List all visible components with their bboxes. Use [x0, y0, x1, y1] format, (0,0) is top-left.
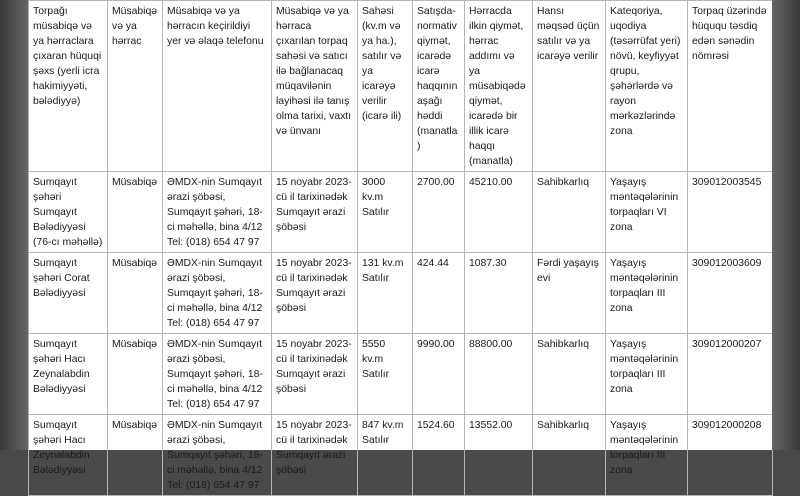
- cell-legal-entity: Sumqayıt şəhəri Corat Bələdiyyəsi: [29, 253, 108, 334]
- header-contest-type: Müsabiqə və ya hərrac: [108, 1, 163, 172]
- cell-area: 3000 kv.m Satılır: [358, 172, 413, 253]
- cell-category: Yaşayış məntəqələrinin torpaqları III zona: [606, 334, 688, 415]
- cell-contest-type: Müsabiqə: [108, 334, 163, 415]
- cell-legal-entity: Sumqayıt şəhəri Sumqayıt Bələdiyyəsi (76-cı məhəllə): [29, 172, 108, 253]
- cell-category: Yaşayış məntəqələrinin torpaqları III zona: [606, 253, 688, 334]
- cell-normative-price: 1524.60: [413, 415, 465, 496]
- header-initial-price: Hərracda ilkin qiymət, hərrac addımı və ya müsabiqədə qiymət, icarədə bir illik icarə haqqı (manatla): [465, 1, 533, 172]
- cell-legal-entity: Sumqayıt şəhəri Hacı Zeynalabdin Bələdiyyəsi: [29, 415, 108, 496]
- cell-venue: ƏMDX-nin Sumqayıt ərazi şöbəsi, Sumqayıt şəhəri, 18-ci məhəllə, bina 4/12 Tel: (018) 654 47 97: [163, 415, 272, 496]
- header-purpose: Hansı məqsəd üçün satılır və ya icarəyə verilir: [533, 1, 606, 172]
- cell-purpose: Sahibkarlıq: [533, 172, 606, 253]
- cell-purpose: Sahibkarlıq: [533, 334, 606, 415]
- header-normative-price: Satışda-normativ qiymət, icarədə icarə haqqının aşağı həddi (manatla): [413, 1, 465, 172]
- cell-area: 5550 kv.m Satılır: [358, 334, 413, 415]
- header-area: Sahəsi (kv.m və ya ha.), satılır və ya icarəyə verilir (icarə ili): [358, 1, 413, 172]
- table-header-row: [29, 1, 773, 172]
- land-auction-table: [28, 0, 773, 496]
- table-row: [29, 172, 773, 253]
- table-body: [29, 1, 773, 496]
- cell-document-number: 309012000208: [688, 415, 773, 496]
- cell-normative-price: 9990.00: [413, 334, 465, 415]
- header-review-date: Müsabiqə və ya hərraca çıxarılan torpaq sahəsi və satıcı ilə bağlanacaq müqavilənin layihəsi ilə tanış olma tarixi, vaxtı və ünvanı: [272, 1, 358, 172]
- cell-document-number: 309012000207: [688, 334, 773, 415]
- cell-purpose: Fərdi yaşayış evi: [533, 253, 606, 334]
- cell-contest-type: Müsabiqə: [108, 172, 163, 253]
- cell-venue: ƏMDX-nin Sumqayıt ərazi şöbəsi, Sumqayıt şəhəri, 18-ci məhəllə, bina 4/12 Tel: (018) 654 47 97: [163, 334, 272, 415]
- backdrop-right: [772, 0, 800, 450]
- cell-venue: ƏMDX-nin Sumqayıt ərazi şöbəsi, Sumqayıt şəhəri, 18-ci məhəllə, bina 4/12 Tel: (018) 654 47 97: [163, 172, 272, 253]
- cell-initial-price: 1087.30: [465, 253, 533, 334]
- cell-document-number: 309012003609: [688, 253, 773, 334]
- cell-normative-price: 2700.00: [413, 172, 465, 253]
- cell-contest-type: Müsabiqə: [108, 253, 163, 334]
- header-legal-entity: Torpağı müsabiqə və ya hərraclara çıxaran hüquqi şəxs (yerli icra hakimiyyəti, bələdiyyə): [29, 1, 108, 172]
- cell-review-date: 15 noyabr 2023-cü il tarixinədək Sumqayıt ərazi şöbəsi: [272, 172, 358, 253]
- cell-initial-price: 45210.00: [465, 172, 533, 253]
- cell-review-date: 15 noyabr 2023-cü il tarixinədək Sumqayıt ərazi şöbəsi: [272, 253, 358, 334]
- table-row: [29, 415, 773, 496]
- cell-legal-entity: Sumqayıt şəhəri Hacı Zeynalabdin Bələdiyyəsi: [29, 334, 108, 415]
- header-document-number: Torpaq üzərində hüququ təsdiq edən sənədin nömrəsi: [688, 1, 773, 172]
- cell-initial-price: 88800.00: [465, 334, 533, 415]
- cell-purpose: Sahibkarlıq: [533, 415, 606, 496]
- table-row: [29, 253, 773, 334]
- cell-category: Yaşayış məntəqələrinin torpaqları VI zona: [606, 172, 688, 253]
- backdrop-left: [0, 0, 28, 450]
- document-sheet: [28, 0, 772, 491]
- cell-review-date: 15 noyabr 2023-cü il tarixinədək Sumqayıt ərazi şöbəsi: [272, 415, 358, 496]
- cell-normative-price: 424.44: [413, 253, 465, 334]
- cell-document-number: 309012003545: [688, 172, 773, 253]
- header-venue: Müsabiqə və ya hərracın keçirildiyi yer və əlaqə telefonu: [163, 1, 272, 172]
- cell-review-date: 15 noyabr 2023-cü il tarixinədək Sumqayıt ərazi şöbəsi: [272, 334, 358, 415]
- table-row: [29, 334, 773, 415]
- cell-initial-price: 13552.00: [465, 415, 533, 496]
- cell-area: 131 kv.m Satılır: [358, 253, 413, 334]
- cell-category: Yaşayış məntəqələrinin torpaqları III zona: [606, 415, 688, 496]
- cell-venue: ƏMDX-nin Sumqayıt ərazi şöbəsi, Sumqayıt şəhəri, 18-ci məhəllə, bina 4/12 Tel: (018) 654 47 97: [163, 253, 272, 334]
- cell-contest-type: Müsabiqə: [108, 415, 163, 496]
- header-category: Kateqoriya, uqodiya (təsərrüfat yeri) növü, keyfiyyət qrupu, şəhərlərdə və rayon mərkəzlərində zona: [606, 1, 688, 172]
- cell-area: 847 kv.m Satılır: [358, 415, 413, 496]
